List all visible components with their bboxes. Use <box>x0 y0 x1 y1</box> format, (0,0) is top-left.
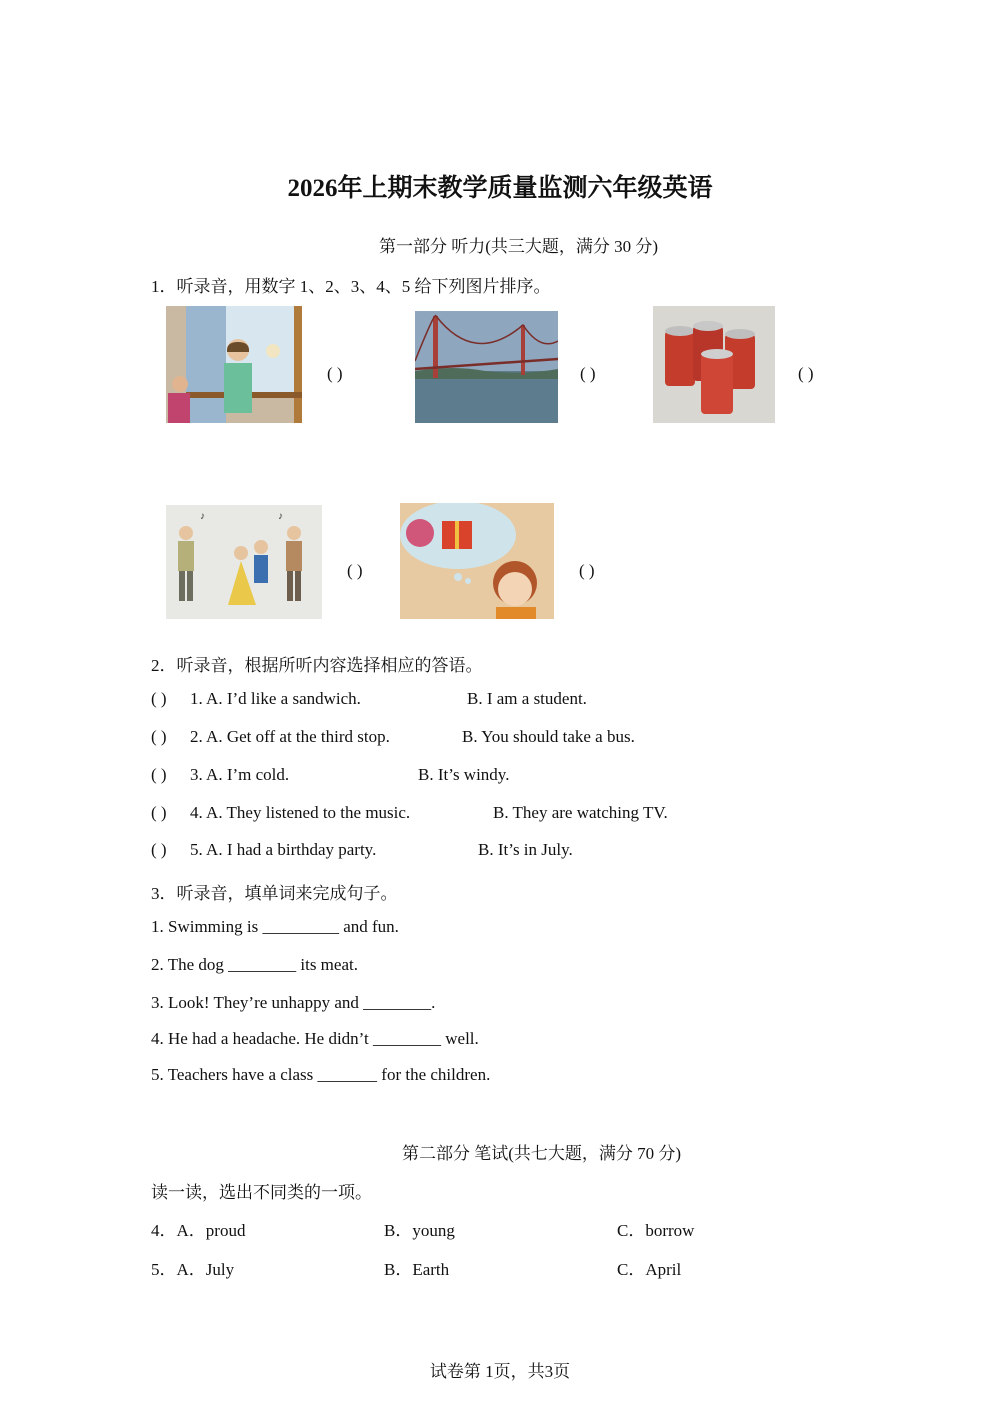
option-b: B．young <box>384 1221 455 1240</box>
option-c: C．April <box>617 1260 682 1279</box>
answer-bracket[interactable]: ( ) <box>151 727 167 746</box>
option-b: B. It’s windy. <box>418 765 510 784</box>
exam-title: 2026年上期末教学质量监测六年级英语 <box>287 175 713 202</box>
page-footer: 试卷第 1页，共3页 <box>429 1362 571 1381</box>
fill-sentence: 1. Swimming is _________ and fun. <box>151 917 399 936</box>
bridge-picture <box>415 311 558 423</box>
option-a: 5．A．July <box>151 1260 235 1279</box>
part2-instruction: 读一读，选出不同类的一项。 <box>151 1183 372 1202</box>
option-a: 1. A. I’d like a sandwich. <box>190 689 361 708</box>
answer-blank[interactable]: ( ) <box>347 561 363 580</box>
option-a: 4．A．proud <box>151 1221 246 1240</box>
svg-text:♪: ♪ <box>278 511 283 522</box>
fill-sentence: 3. Look! They’re unhappy and ________. <box>151 993 436 1012</box>
answer-blank[interactable]: ( ) <box>798 364 814 383</box>
option-a: 2. A. Get off at the third stop. <box>190 727 390 746</box>
svg-text:♪: ♪ <box>200 511 205 522</box>
part1-heading: 第一部分 听力(共三大题，满分 30 分) <box>379 237 659 256</box>
girl-thinking-gift-picture <box>400 503 554 619</box>
dancing-singing-picture <box>166 505 322 619</box>
answer-blank[interactable]: ( ) <box>580 364 596 383</box>
answer-bracket[interactable]: ( ) <box>151 803 167 822</box>
option-a: 4. A. They listened to the music. <box>190 803 411 822</box>
option-b: B. They are watching TV. <box>493 803 668 822</box>
q1-instruction: 1．听录音，用数字 1、2、3、4、5 给下列图片排序。 <box>151 277 551 296</box>
fill-sentence: 2. The dog ________ its meat. <box>151 955 358 974</box>
cans-picture <box>653 306 775 423</box>
option-b: B. It’s in July. <box>478 840 573 859</box>
option-a: 3. A. I’m cold. <box>190 765 290 784</box>
option-b: B. I am a student. <box>467 689 587 708</box>
fill-sentence: 4. He had a headache. He didn’t ________ well. <box>151 1029 479 1048</box>
q3-instruction: 3．听录音，填单词来完成句子。 <box>151 884 398 903</box>
answer-bracket[interactable]: ( ) <box>151 840 167 859</box>
option-c: C．borrow <box>617 1221 695 1240</box>
cleaning-window-picture <box>166 306 302 423</box>
part2-heading: 第二部分 笔试(共七大题，满分 70 分) <box>402 1144 682 1163</box>
answer-blank[interactable]: ( ) <box>579 561 595 580</box>
answer-blank[interactable]: ( ) <box>327 364 343 383</box>
q2-instruction: 2．听录音，根据所听内容选择相应的答语。 <box>151 656 483 675</box>
fill-sentence: 5. Teachers have a class _______ for the children. <box>151 1065 491 1084</box>
option-b: B．Earth <box>384 1260 450 1279</box>
answer-bracket[interactable]: ( ) <box>151 689 167 708</box>
option-a: 5. A. I had a birthday party. <box>190 840 377 859</box>
answer-bracket[interactable]: ( ) <box>151 765 167 784</box>
option-b: B. You should take a bus. <box>462 727 635 746</box>
